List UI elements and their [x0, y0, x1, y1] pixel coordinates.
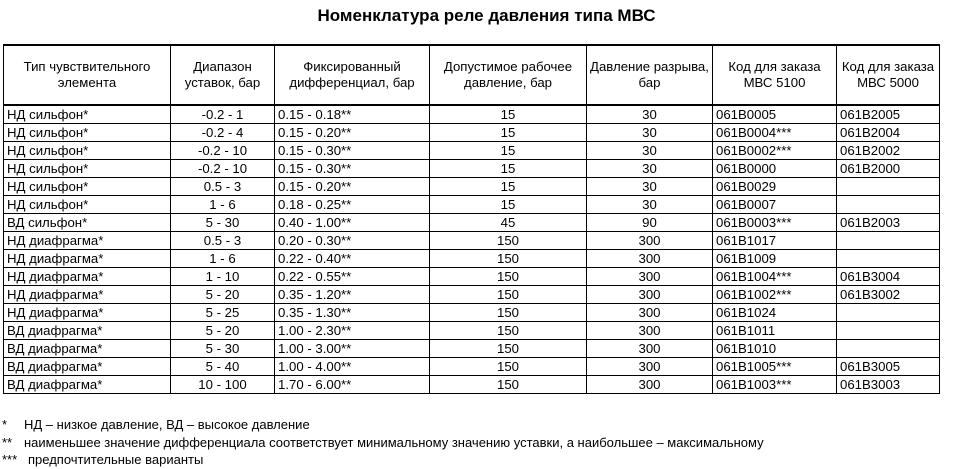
cell-working-pressure: 15: [430, 196, 587, 214]
table-row: [4, 268, 940, 286]
cell-setting-range: 1 - 10: [171, 268, 275, 286]
cell-burst-pressure: 300: [587, 250, 713, 268]
cell-fixed-differential: 0.35 - 1.20**: [275, 286, 430, 304]
cell-element-type: НД сильфон*: [4, 178, 171, 196]
cell-code-mbc5000: 061B3002: [837, 286, 940, 304]
table-row: [4, 232, 940, 250]
cell-code-mbc5000: 061B3004: [837, 268, 940, 286]
footnote-marker: *: [2, 417, 8, 432]
cell-burst-pressure: 300: [587, 340, 713, 358]
cell-working-pressure: 15: [430, 142, 587, 160]
cell-code-mbc5100: 061B0003***: [713, 214, 837, 232]
cell-code-mbc5000: 061B2002: [837, 142, 940, 160]
header-code-mbc5100: Код для заказа МВС 5100: [713, 45, 837, 105]
cell-code-mbc5000: [837, 250, 940, 268]
header-setting-range: Диапазон уставок, бар: [171, 45, 275, 105]
table-row: [4, 358, 940, 376]
page-title: Номенклатура реле давления типа МВС: [317, 6, 656, 25]
footnote-marker: ***: [2, 452, 18, 467]
cell-code-mbc5100: 061B0002***: [713, 142, 837, 160]
cell-code-mbc5100: 061B1003***: [713, 376, 837, 394]
cell-element-type: НД сильфон*: [4, 142, 171, 160]
table-row: [4, 214, 940, 232]
table-row: [4, 160, 940, 178]
cell-fixed-differential: 1.70 - 6.00**: [275, 376, 430, 394]
cell-code-mbc5100: 061B1004***: [713, 268, 837, 286]
table-row: [4, 322, 940, 340]
cell-setting-range: 10 - 100: [171, 376, 275, 394]
footnotes: [2, 416, 764, 469]
cell-burst-pressure: 300: [587, 376, 713, 394]
cell-burst-pressure: 30: [587, 105, 713, 124]
cell-fixed-differential: 1.00 - 2.30**: [275, 322, 430, 340]
table-row: [4, 286, 940, 304]
cell-code-mbc5000: 061B2004: [837, 124, 940, 142]
cell-setting-range: -0.2 - 1: [171, 105, 275, 124]
cell-burst-pressure: 300: [587, 358, 713, 376]
cell-setting-range: 5 - 30: [171, 340, 275, 358]
cell-fixed-differential: 1.00 - 3.00**: [275, 340, 430, 358]
footnote: [2, 434, 764, 452]
cell-working-pressure: 150: [430, 304, 587, 322]
cell-setting-range: -0.2 - 10: [171, 160, 275, 178]
footnote-text: наименьшее значение дифференциала соответствует минимальному значению уставки, а наибольшее – максимальному: [24, 434, 764, 450]
footnote: [2, 451, 764, 469]
cell-fixed-differential: 0.40 - 1.00**: [275, 214, 430, 232]
cell-burst-pressure: 300: [587, 322, 713, 340]
cell-element-type: НД сильфон*: [4, 124, 171, 142]
cell-burst-pressure: 300: [587, 304, 713, 322]
cell-fixed-differential: 0.15 - 0.18**: [275, 105, 430, 124]
cell-element-type: НД диафрагма*: [4, 286, 171, 304]
cell-element-type: ВД диафрагма*: [4, 340, 171, 358]
cell-burst-pressure: 30: [587, 178, 713, 196]
cell-code-mbc5000: [837, 304, 940, 322]
cell-fixed-differential: 0.22 - 0.40**: [275, 250, 430, 268]
cell-setting-range: -0.2 - 10: [171, 142, 275, 160]
cell-burst-pressure: 300: [587, 286, 713, 304]
cell-burst-pressure: 90: [587, 214, 713, 232]
pressure-switch-table: [3, 44, 940, 394]
cell-fixed-differential: 1.00 - 4.00**: [275, 358, 430, 376]
cell-working-pressure: 45: [430, 214, 587, 232]
cell-working-pressure: 150: [430, 340, 587, 358]
table-row: [4, 124, 940, 142]
cell-fixed-differential: 0.15 - 0.20**: [275, 124, 430, 142]
cell-setting-range: 5 - 25: [171, 304, 275, 322]
cell-element-type: ВД сильфон*: [4, 214, 171, 232]
cell-code-mbc5000: [837, 232, 940, 250]
cell-element-type: НД диафрагма*: [4, 232, 171, 250]
cell-working-pressure: 150: [430, 268, 587, 286]
cell-element-type: ВД диафрагма*: [4, 358, 171, 376]
cell-burst-pressure: 30: [587, 160, 713, 178]
cell-working-pressure: 150: [430, 376, 587, 394]
cell-setting-range: 5 - 30: [171, 214, 275, 232]
table-row: [4, 196, 940, 214]
cell-setting-range: 0.5 - 3: [171, 178, 275, 196]
footnote: [2, 416, 764, 434]
cell-fixed-differential: 0.20 - 0.30**: [275, 232, 430, 250]
cell-setting-range: -0.2 - 4: [171, 124, 275, 142]
table-row: [4, 178, 940, 196]
cell-code-mbc5100: 061B0007: [713, 196, 837, 214]
cell-working-pressure: 150: [430, 358, 587, 376]
cell-setting-range: 5 - 20: [171, 322, 275, 340]
cell-working-pressure: 15: [430, 160, 587, 178]
cell-working-pressure: 15: [430, 124, 587, 142]
cell-setting-range: 5 - 20: [171, 286, 275, 304]
table-row: [4, 340, 940, 358]
cell-code-mbc5100: 061B0004***: [713, 124, 837, 142]
cell-fixed-differential: 0.15 - 0.30**: [275, 142, 430, 160]
cell-code-mbc5100: 061B1005***: [713, 358, 837, 376]
cell-fixed-differential: 0.18 - 0.25**: [275, 196, 430, 214]
cell-code-mbc5100: 061B0029: [713, 178, 837, 196]
cell-code-mbc5100: 061B0000: [713, 160, 837, 178]
cell-setting-range: 1 - 6: [171, 250, 275, 268]
cell-code-mbc5000: 061B3005: [837, 358, 940, 376]
cell-element-type: НД сильфон*: [4, 105, 171, 124]
cell-code-mbc5000: 061B3003: [837, 376, 940, 394]
cell-code-mbc5100: 061B1017: [713, 232, 837, 250]
cell-code-mbc5000: [837, 340, 940, 358]
table-row: [4, 304, 940, 322]
cell-code-mbc5100: 061B0005: [713, 105, 837, 124]
cell-code-mbc5000: [837, 178, 940, 196]
cell-code-mbc5100: 061B1024: [713, 304, 837, 322]
cell-setting-range: 5 - 40: [171, 358, 275, 376]
cell-burst-pressure: 30: [587, 142, 713, 160]
cell-code-mbc5000: 061B2000: [837, 160, 940, 178]
cell-element-type: НД сильфон*: [4, 196, 171, 214]
cell-code-mbc5000: [837, 196, 940, 214]
footnote-text: НД – низкое давление, ВД – высокое давление: [24, 417, 310, 432]
footnote-marker: **: [2, 434, 13, 450]
cell-fixed-differential: 0.22 - 0.55**: [275, 268, 430, 286]
header-code-mbc5000: Код для заказа МВС 5000: [837, 45, 940, 105]
cell-working-pressure: 150: [430, 286, 587, 304]
cell-code-mbc5100: 061B1011: [713, 322, 837, 340]
cell-setting-range: 1 - 6: [171, 196, 275, 214]
header-working-pressure: Допустимое рабочее давление, бар: [430, 45, 587, 105]
cell-burst-pressure: 30: [587, 196, 713, 214]
table-row: [4, 142, 940, 160]
cell-element-type: НД сильфон*: [4, 160, 171, 178]
cell-element-type: НД диафрагма*: [4, 250, 171, 268]
cell-working-pressure: 150: [430, 250, 587, 268]
cell-fixed-differential: 0.35 - 1.30**: [275, 304, 430, 322]
cell-code-mbc5100: 061B1009: [713, 250, 837, 268]
cell-burst-pressure: 300: [587, 268, 713, 286]
cell-working-pressure: 15: [430, 178, 587, 196]
cell-burst-pressure: 300: [587, 232, 713, 250]
cell-element-type: ВД диафрагма*: [4, 322, 171, 340]
cell-fixed-differential: 0.15 - 0.20**: [275, 178, 430, 196]
table-row: [4, 250, 940, 268]
cell-code-mbc5000: [837, 322, 940, 340]
table-header-row: [4, 45, 940, 105]
footnote-text: предпочтительные варианты: [28, 452, 204, 467]
cell-working-pressure: 150: [430, 322, 587, 340]
header-fixed-differential: Фиксированный дифференциал, бар: [275, 45, 430, 105]
cell-setting-range: 0.5 - 3: [171, 232, 275, 250]
cell-code-mbc5100: 061B1010: [713, 340, 837, 358]
cell-element-type: НД диафрагма*: [4, 304, 171, 322]
cell-element-type: ВД диафрагма*: [4, 376, 171, 394]
table-row: [4, 105, 940, 124]
cell-element-type: НД диафрагма*: [4, 268, 171, 286]
cell-working-pressure: 150: [430, 232, 587, 250]
header-element-type: Тип чувствительного элемента: [4, 45, 171, 105]
cell-code-mbc5000: 061B2003: [837, 214, 940, 232]
cell-code-mbc5000: 061B2005: [837, 105, 940, 124]
cell-burst-pressure: 30: [587, 124, 713, 142]
cell-working-pressure: 15: [430, 105, 587, 124]
table-row: [4, 376, 940, 394]
cell-code-mbc5100: 061B1002***: [713, 286, 837, 304]
cell-fixed-differential: 0.15 - 0.30**: [275, 160, 430, 178]
header-burst-pressure: Давление разрыва, бар: [587, 45, 713, 105]
